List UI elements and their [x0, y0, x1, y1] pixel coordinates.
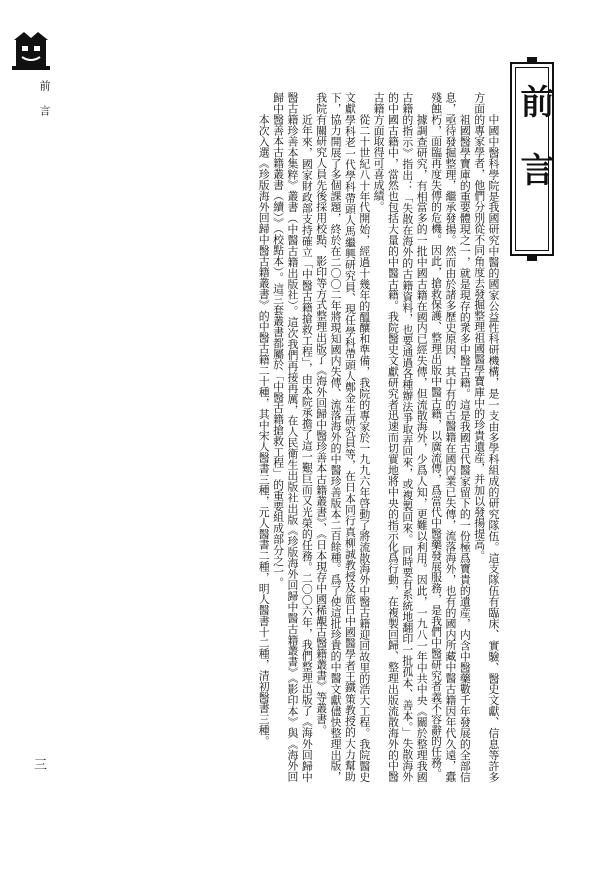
paragraph: 從二十世紀八十年代開始，經過十幾年的醞釀和準備，我院的專家於一九九六年啓動了將流散海外中醫古籍迎回故里的浩大工程。我院醫史文獻學科老一代學科帶頭人馬繼興研究員、現任學科帶頭人鄭金生研究員等，在日本同行真柳誠教授及旅日中國醫學者王鐵策教授的大力幫助下，協力開展了多個課題，終於在二〇〇二年將現知國内失傳、流落海外的中醫珍善版本二百餘種。爲了使這批珍貴的中醫文獻儘快整理出版，我院有關研究人員先後採用校點、影印等方式整理出版了《海外回歸中醫珍善本古籍叢書》、《日本現存中國稀覯古醫籍叢書》等叢書。 [314, 92, 371, 782]
title-banner [510, 62, 554, 256]
paragraph: 祖國醫學寶庫的重要體現之一，就是現存的衆多中醫古籍。這是我國古代醫家留下的一份極爲寶貴的遺産，内含中醫藥數千年發展的全部信息，亟待發掘整理，繼承發揚。然而由於諸多歷史原因，其中有的古醫籍在國内業已失傳，流落海外，也有的國内所藏中醫古籍因年代久遠，蠹殘蝕朽，面臨再度失傳的危機。因此，搶救保護、整理出版中醫古籍，以廣流傳，爲當代中醫藥發展服務，是我們中醫研究者義不容辭的任務。 [429, 92, 472, 782]
paragraph: 中國中醫科學院是我國研究中醫的國家公益性科研機構，是一支由多學科組成的研究隊伍。這支隊伍有臨床、實驗、醫史文獻、信息等許多方面的專家學者，他們分別從不同角度去發掘整理祖國醫學寶庫中的珍貴遺産，并加以發揚提高。 [472, 92, 500, 782]
page-title: 前言 [514, 84, 554, 220]
preface-body [86, 92, 500, 782]
paragraph: 本次入選《珍版海外回歸中醫古籍叢書》的中醫古籍二十種，其中宋人醫書三種，元人醫書二種，明人醫書十二種，清初醫書三種。 [257, 113, 271, 746]
banner-ornament-top [527, 57, 537, 62]
publisher-logo-icon [10, 30, 52, 72]
page-number: 三 [34, 758, 48, 773]
paragraph: 據調查研究，有相當多的一批中國古籍在國内已經失傳，但流散海外，少爲人知，更難以利用。因此，一九八一年中共中央《關於整理我國古籍的指示》指出：「失散在海外的古籍資料，也要通過各種辦法爭取弄回來，或複製回來。同時要有系統地翻印一批孤本、善本。」失散海外的中國古籍中，當然也包括大量的中醫古籍。我院醫史文獻研究者迅速而切實地將中央的指示化爲行動，在複製回歸、整理出版流散海外的中醫古籍方面取得可喜成績。 [372, 92, 429, 782]
banner-ornament-bottom [527, 256, 537, 261]
paragraph: 近年來，國家財政部支持確立「中醫古籍搶救工程」，由本院承擔了這一艱巨而又光榮的任務。二〇〇六年，我們整理出版了《海外回歸中醫古籍珍善本集粹》叢書（中醫古籍出版社）。這次我們再接再厲，在人民衛生出版社出版《珍版海外回歸中醫古籍叢書》《影印本》與《海外回歸中醫善本古籍叢書（續）》（校點本）。這三套叢書都屬於「中醫古籍搶救工程」的重要組成部分之一。 [271, 92, 314, 782]
running-head: 前言 [38, 80, 51, 130]
